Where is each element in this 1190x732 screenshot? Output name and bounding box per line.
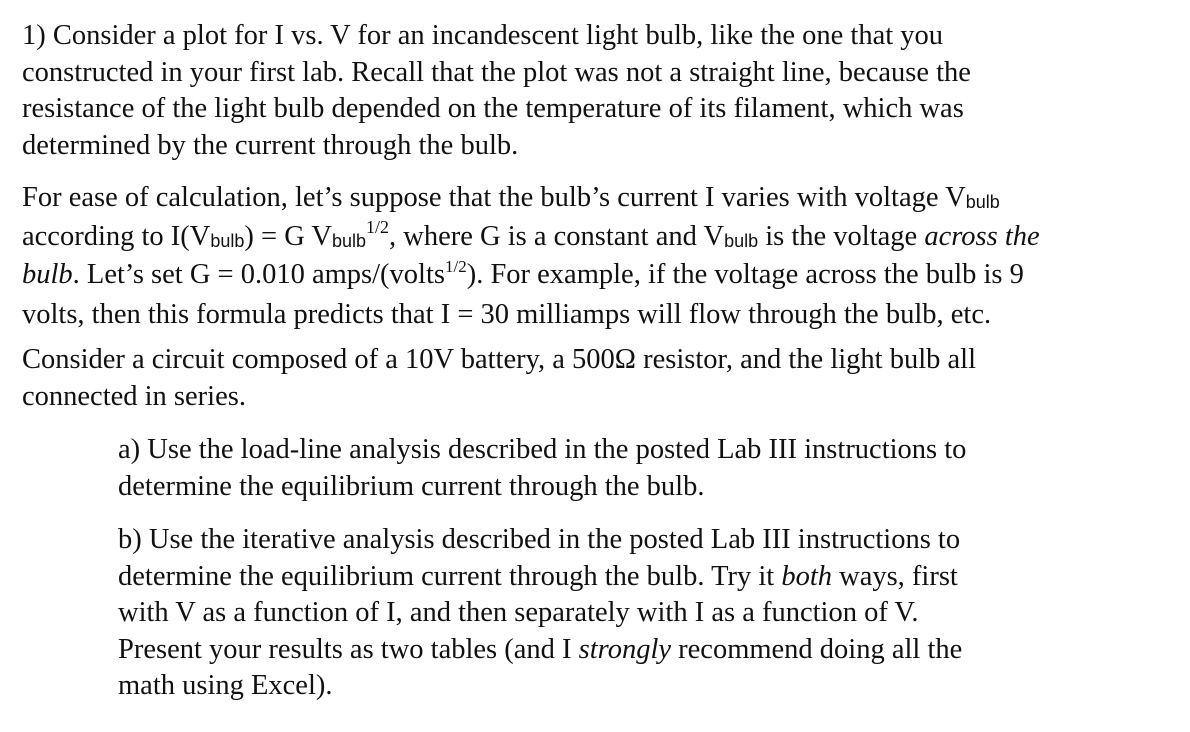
text-run: For ease of calculation, let’s suppose that the bulb’s current I varies with voltage V (22, 182, 966, 213)
text-line (22, 216, 1172, 258)
text-line: math using Excel). (118, 670, 333, 701)
text-line: with V as a function of I, and then separately with I as a function of V. (118, 597, 919, 628)
subscript: bulb (331, 230, 366, 251)
text-line: a) Use the load-line analysis described in the posted Lab III instructions to (118, 434, 967, 465)
text-line: 1) Consider a plot for I vs. V for an incandescent light bulb, like the one that you (22, 20, 944, 51)
formula-paragraph (22, 180, 1172, 333)
text-line: constructed in your first lab. Recall that the plot was not a straight line, because the (22, 56, 971, 88)
part-b (118, 522, 1168, 705)
text-run: is the voltage (758, 220, 925, 252)
text-run: . Let’s set G = 0.010 amps/(volts (72, 259, 445, 290)
text-run: determine the equilibrium current through the bulb. Try it (118, 560, 782, 592)
text-run: recommend doing all the (671, 633, 963, 665)
text-run: ) = G V (244, 220, 332, 252)
text-line: volts, then this formula predicts that I = 30 milliamps will flow through the bulb, etc. (22, 298, 992, 330)
text-run: ). For example, if the voltage across the bulb is 9 (466, 259, 1024, 290)
emphasis: across the (924, 220, 1040, 252)
text-line (118, 559, 1168, 596)
text-line (22, 257, 1172, 297)
emphasis: bulb (22, 259, 73, 290)
text-line: Consider a circuit composed of a 10V battery, a 500Ω resistor, and the light bulb all (22, 344, 976, 375)
text-line: determined by the current through the bulb. (22, 129, 519, 161)
emphasis: strongly (578, 633, 672, 665)
emphasis: both (781, 560, 832, 592)
intro-paragraph (22, 18, 1172, 164)
text-line: determine the equilibrium current through the bulb. (118, 470, 705, 502)
text-line: resistance of the light bulb depended on the temperature of its filament, which was (22, 93, 964, 124)
superscript: 1/2 (366, 216, 390, 237)
text-run: ways, first (831, 560, 958, 592)
subscript: bulb (965, 192, 1000, 212)
text-line (22, 180, 1172, 219)
text-line (118, 632, 1168, 669)
text-run: , where G is a constant and V (389, 220, 725, 252)
subscript: bulb (210, 230, 245, 251)
text-line: b) Use the iterative analysis described in the posted Lab III instructions to (118, 524, 961, 555)
subscript: bulb (724, 230, 759, 251)
text-run: according to I(V (22, 220, 211, 252)
text-line: connected in series. (22, 380, 246, 412)
part-a (118, 432, 1168, 505)
text-run: Present your results as two tables (and I (118, 633, 579, 665)
circuit-paragraph (22, 342, 1172, 415)
superscript: 1/2 (444, 257, 467, 276)
